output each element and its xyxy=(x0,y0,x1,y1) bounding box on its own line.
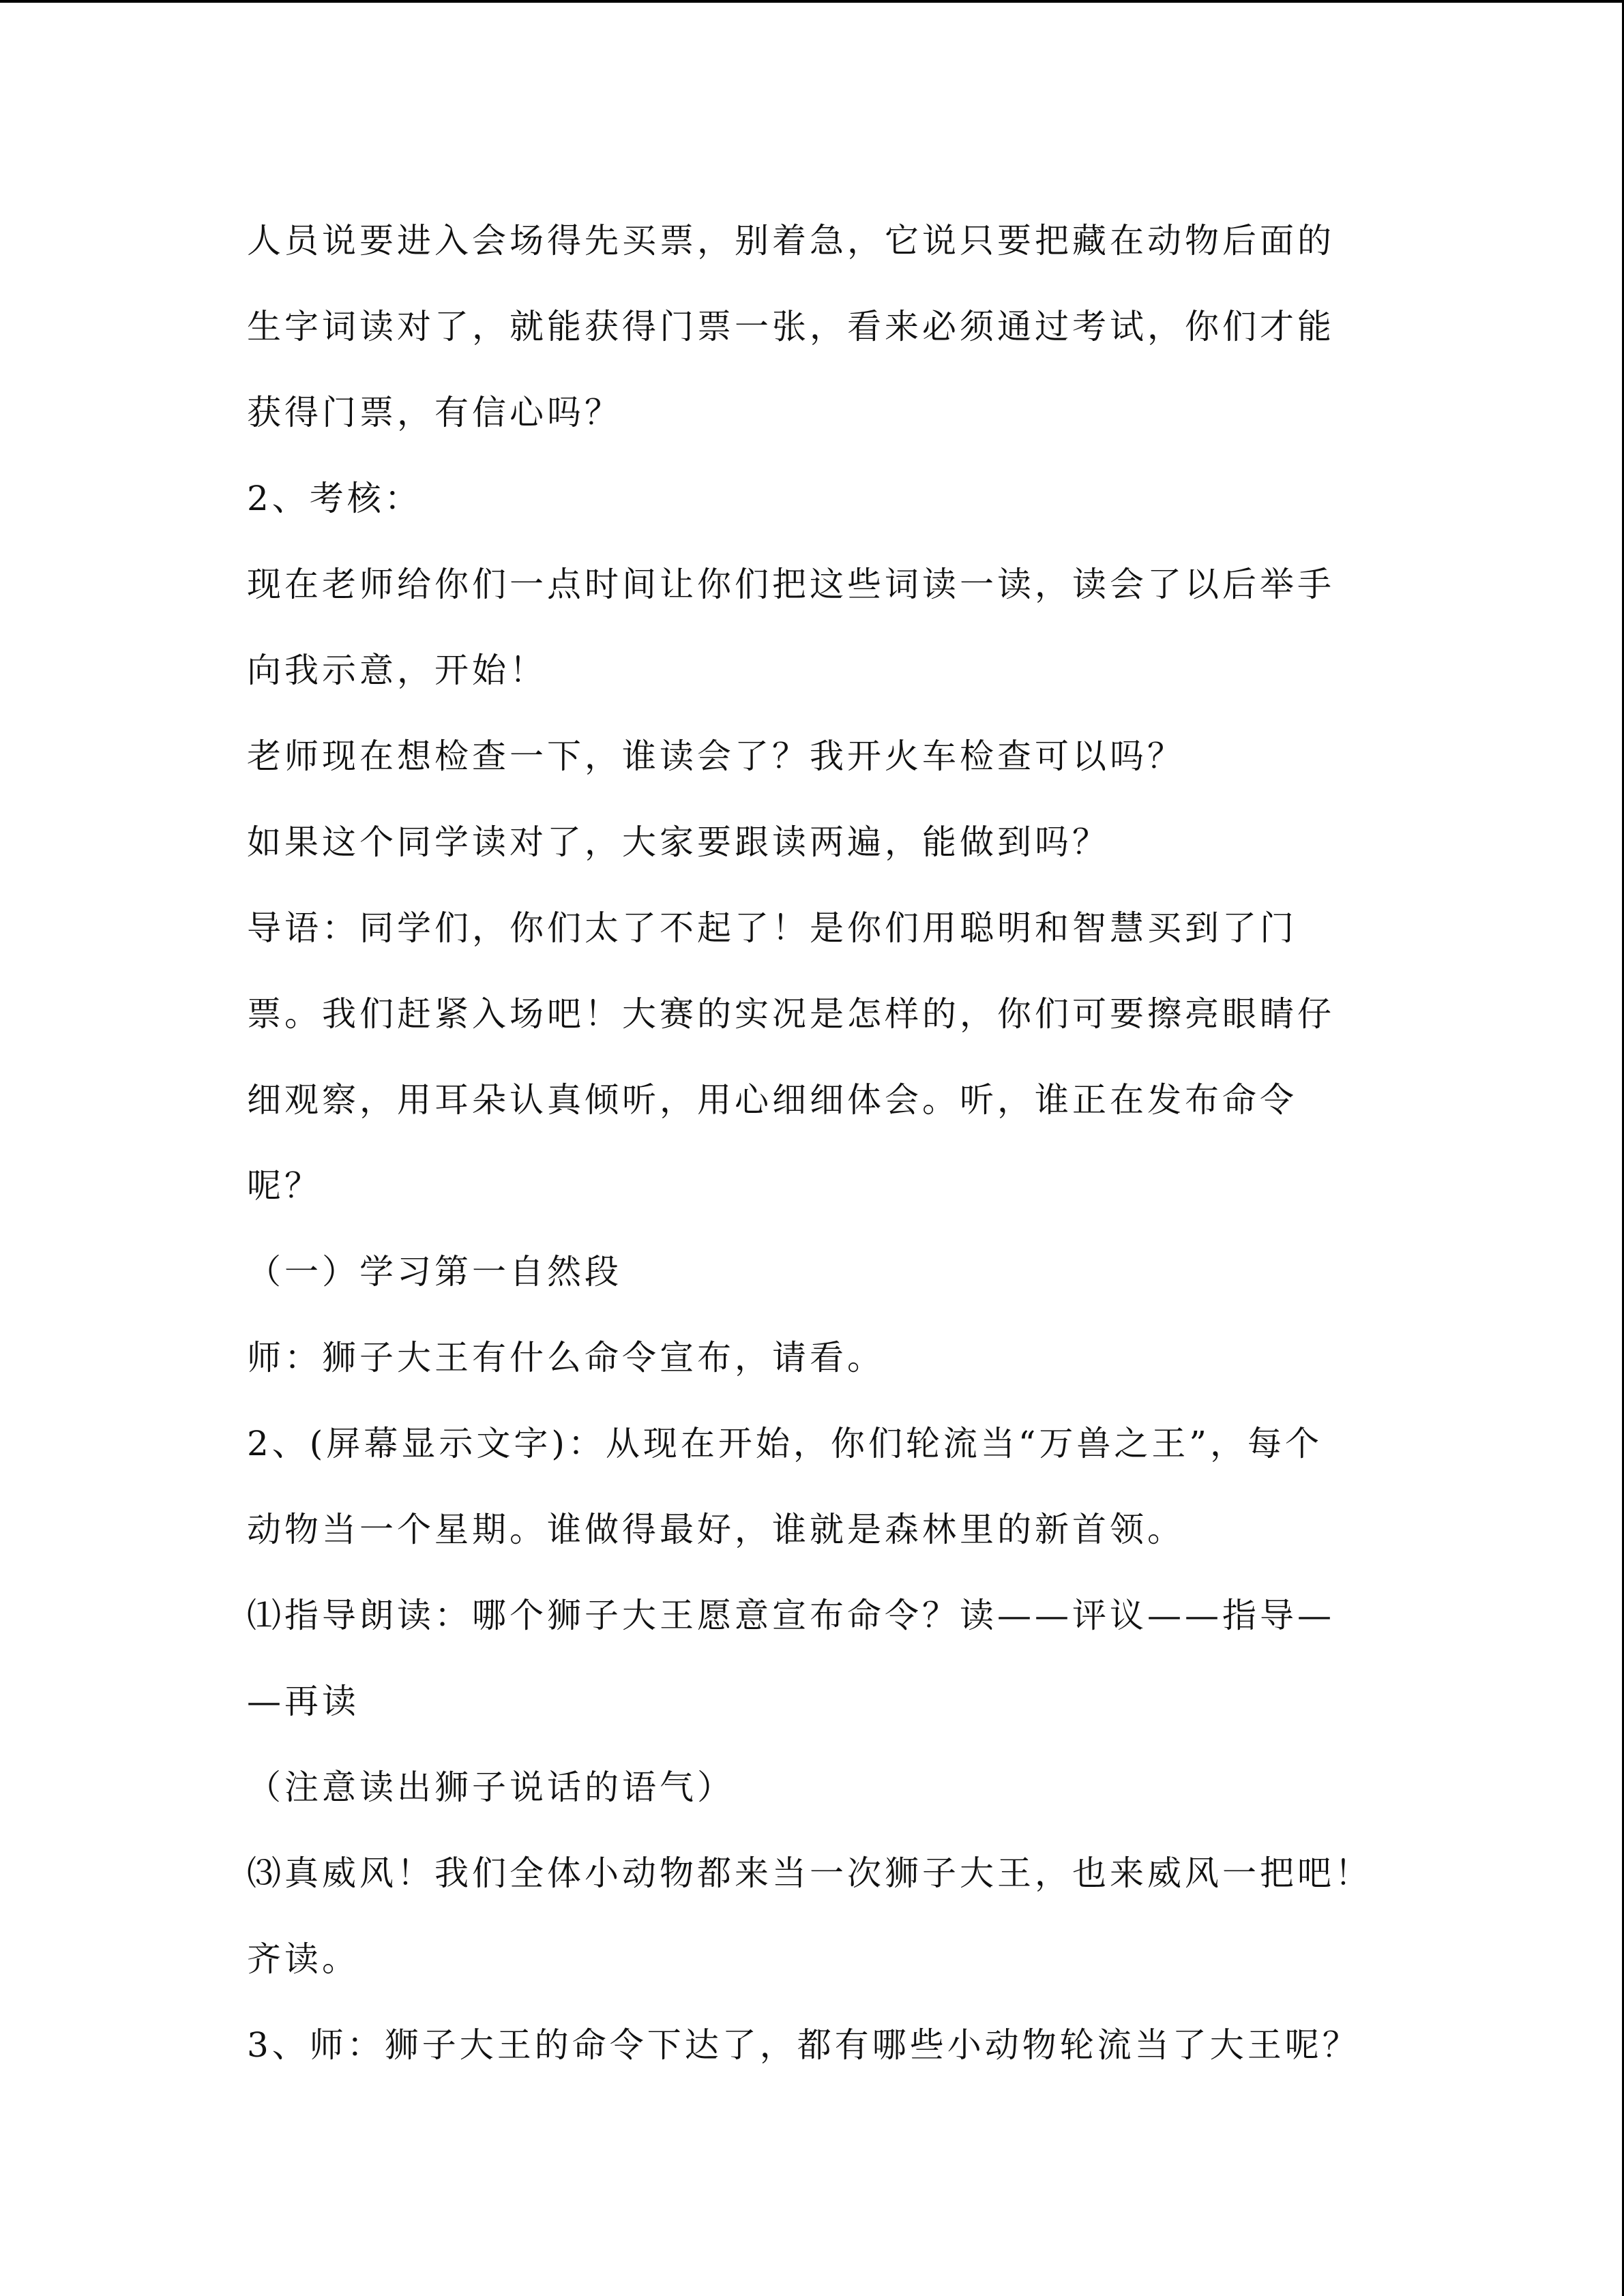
text-line: 师：狮子大王有什么命令宣布，请看。 xyxy=(247,1338,885,1377)
document-body xyxy=(247,198,1379,2088)
section-heading: 2、考核： xyxy=(247,479,422,518)
text-line: 细观察，用耳朵认真倾听，用心细细体会。听，谁正在发布命令 xyxy=(247,1080,1297,1120)
text-line: 齐读。 xyxy=(247,1939,359,1979)
text-line: 向我示意，开始！ xyxy=(247,651,547,690)
text-line: 3、师：狮子大王的命令下达了，都有哪些小动物轮流当了大王呢？ xyxy=(247,2025,1360,2065)
text-line: 动物当一个星期。谁做得最好，谁就是森林里的新首领。 xyxy=(247,1510,1185,1549)
text-line: 导语：同学们，你们太了不起了！是你们用聪明和智慧买到了门 xyxy=(247,908,1297,948)
text-line: 如果这个同学读对了，大家要跟读两遍，能做到吗？ xyxy=(247,822,1110,862)
text-line: 现在老师给你们一点时间让你们把这些词读一读，读会了以后举手 xyxy=(247,565,1335,604)
text-line: 老师现在想检查一下，谁读会了？我开火车检查可以吗？ xyxy=(247,736,1185,776)
text-line: （注意读出狮子说话的语气） xyxy=(247,1768,735,1807)
text-line: 2、(屏幕显示文字)：从现在开始，你们轮流当“万兽之王”，每个 xyxy=(247,1424,1323,1463)
text-line: 获得门票，有信心吗？ xyxy=(247,393,622,432)
text-line: 呢？ xyxy=(247,1166,322,1206)
text-line: 票。我们赶紧入场吧！大赛的实况是怎样的，你们可要擦亮眼睛仔 xyxy=(247,994,1335,1034)
section-heading: （一）学习第一自然段 xyxy=(247,1252,622,1292)
top-border-line xyxy=(0,0,1624,3)
text-line: 人员说要进入会场得先买票，别着急，它说只要把藏在动物后面的 xyxy=(247,221,1335,260)
text-line: ⑴指导朗读：哪个狮子大王愿意宣布命令？读——评议——指导— xyxy=(247,1596,1335,1635)
text-line: ⑶真威风！我们全体小动物都来当一次狮子大王，也来威风一把吧！ xyxy=(247,1853,1372,1893)
text-line: 生字词读对了，就能获得门票一张，看来必须通过考试，你们才能 xyxy=(247,307,1335,346)
text-line: —再读 xyxy=(247,1682,359,1721)
